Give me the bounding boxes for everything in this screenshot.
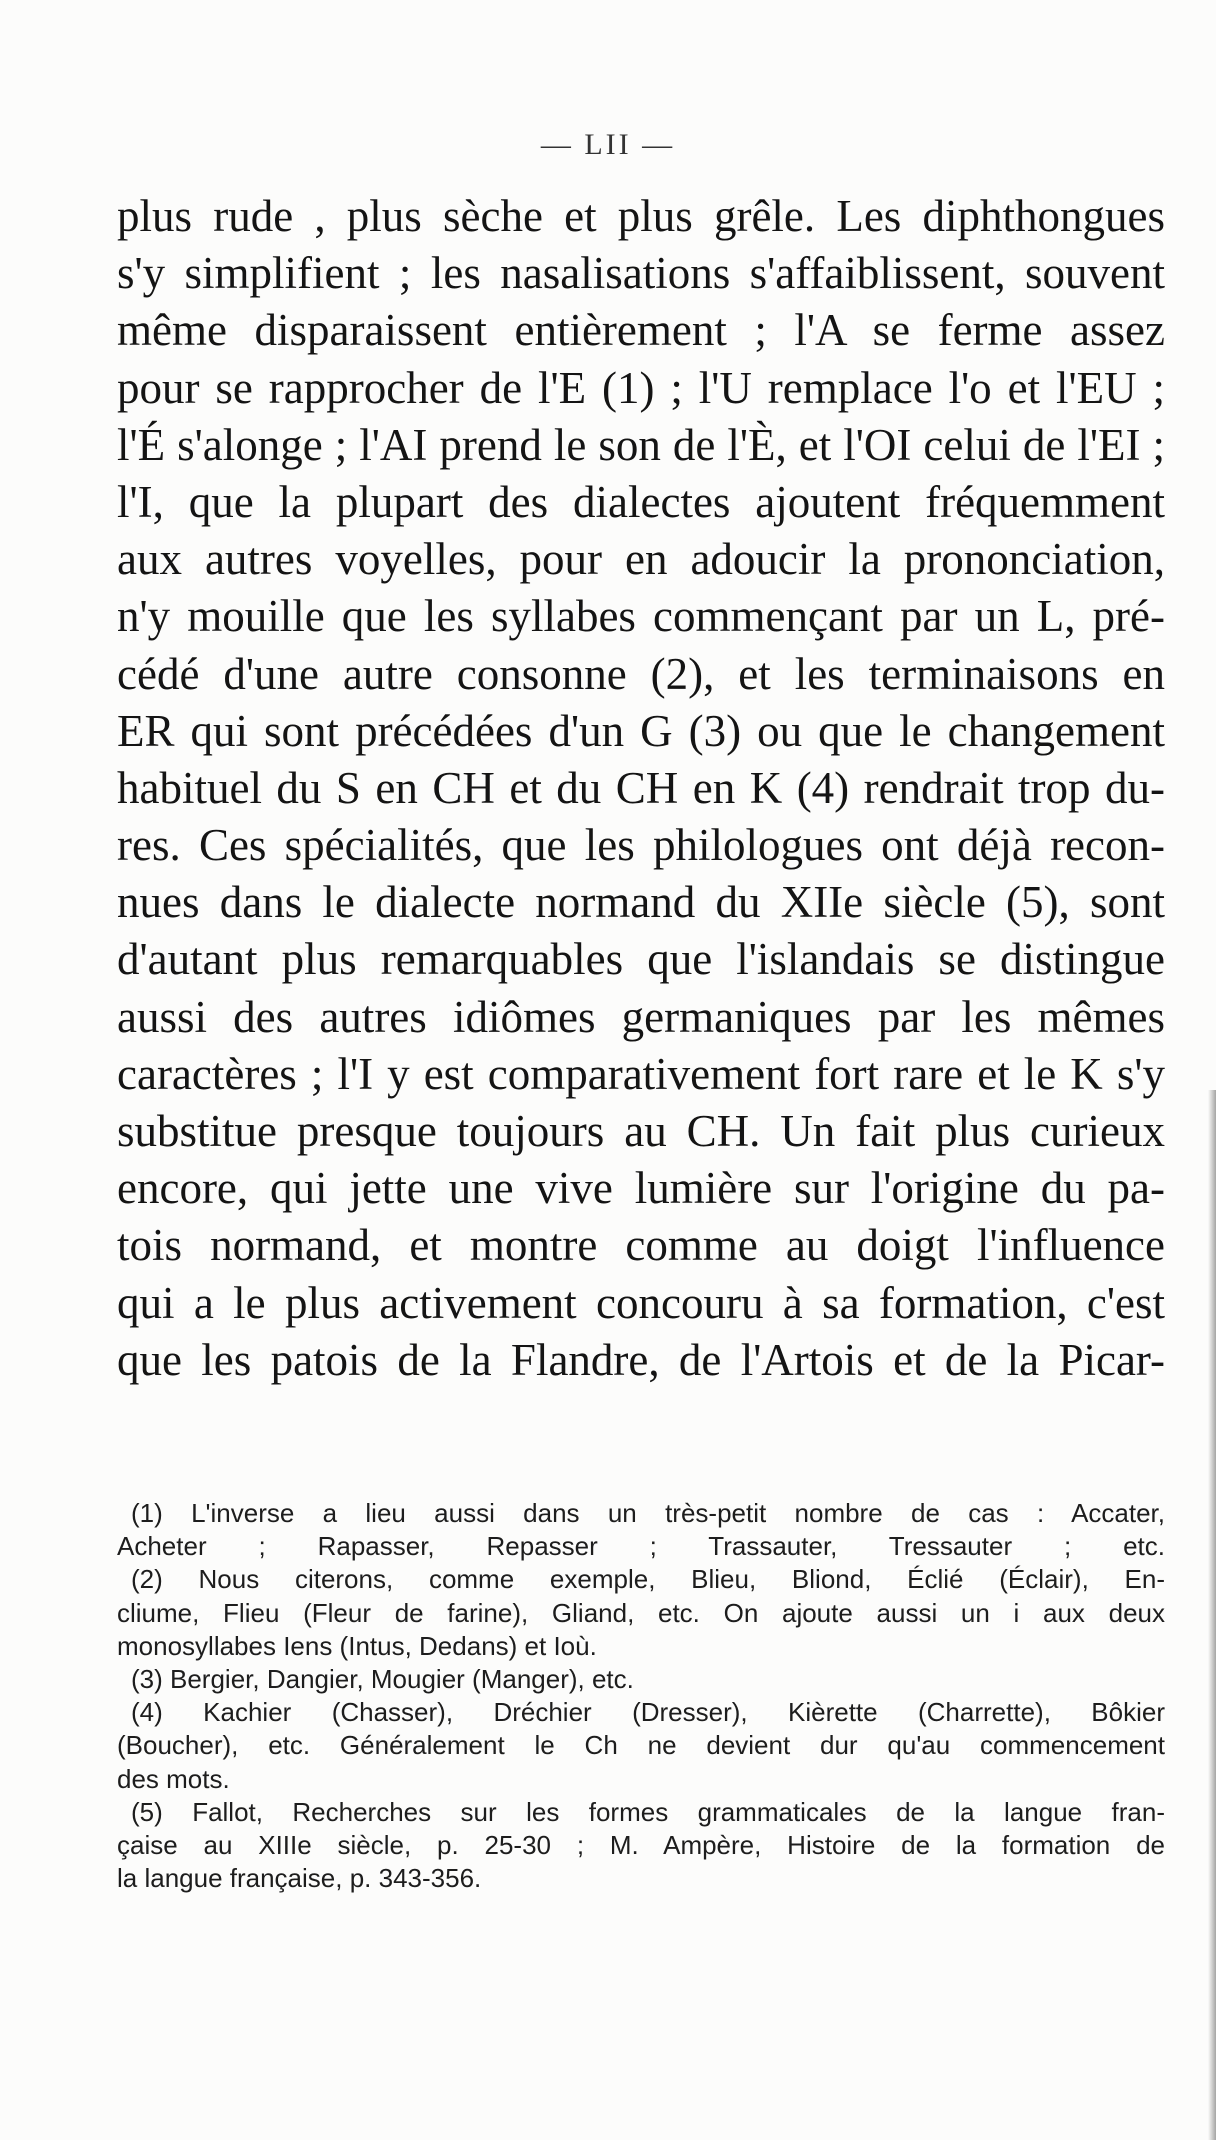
text-line: nues dans le dialecte normand du XIIe siècle (5), sont bbox=[117, 877, 1165, 928]
text-line: n'y mouille que les syllabes commençant par un L, pré- bbox=[117, 591, 1165, 642]
text-line: substitue presque toujours au CH. Un fait plus curieux bbox=[117, 1106, 1165, 1156]
footnote-line: (Boucher), etc. Généralement le Ch ne devient dur qu'au commencement bbox=[117, 1730, 1165, 1761]
text-line: que les patois de la Flandre, de l'Artois et de la Picar- bbox=[117, 1334, 1165, 1385]
text-line: encore, qui jette une vive lumière sur l'origine du pa- bbox=[117, 1163, 1165, 1214]
footnote-line: çaise au XIIIe siècle, p. 25-30 ; M. Ampère, Histoire de la formation de bbox=[117, 1829, 1165, 1860]
text-line: s'y simplifient ; les nasalisations s'affaiblissent, souvent bbox=[117, 248, 1165, 299]
text-line: pour se rapprocher de l'E (1) ; l'U remplace l'o et l'EU ; bbox=[117, 362, 1165, 413]
text-line: plus rude , plus sèche et plus grêle. Les diphthongues bbox=[117, 191, 1165, 241]
footnotes bbox=[117, 1497, 1165, 1895]
text-line: aussi des autres idiômes germaniques par les mêmes bbox=[117, 991, 1165, 1042]
text-line: caractères ; l'I y est comparativement fort rare et le K s'y bbox=[117, 1048, 1165, 1099]
footnote-line: (1) L'inverse a lieu aussi dans un très-petit nombre de cas : Accater, bbox=[131, 1498, 1165, 1528]
text-line: même disparaissent entièrement ; l'A se ferme assez bbox=[117, 305, 1165, 356]
footnote-line: (2) Nous citerons, comme exemple, Blieu, Bliond, Éclié (Éclair), En- bbox=[131, 1564, 1165, 1595]
page-number-header: — LII — bbox=[540, 128, 676, 161]
main-text bbox=[117, 188, 1165, 1389]
footnote-line: (3) Bergier, Dangier, Mougier (Manger), etc. bbox=[131, 1663, 634, 1694]
footnote-line: la langue française, p. 343-356. bbox=[117, 1863, 482, 1894]
text-line: aux autres voyelles, pour en adoucir la prononciation, bbox=[117, 534, 1165, 585]
footnote-line: cliume, Flieu (Fleur de farine), Gliand, etc. On ajoute aussi un i aux deux bbox=[117, 1597, 1165, 1628]
text-line: ER qui sont précédées d'un G (3) ou que le changement bbox=[117, 705, 1165, 756]
footnote-line: (5) Fallot, Recherches sur les formes grammaticales de la langue fran- bbox=[131, 1796, 1165, 1827]
footnote-line: monosyllabes Iens (Intus, Dedans) et Ioù. bbox=[117, 1630, 597, 1661]
text-line: l'É s'alonge ; l'AI prend le son de l'È, et l'OI celui de l'EI ; bbox=[117, 419, 1165, 470]
text-line: res. Ces spécialités, que les philologues ont déjà recon- bbox=[117, 820, 1165, 871]
text-line: l'I, que la plupart des dialectes ajoutent fréquemment bbox=[117, 476, 1165, 527]
text-line: habituel du S en CH et du CH en K (4) rendrait trop du- bbox=[117, 762, 1165, 813]
text-line: tois normand, et montre comme au doigt l'influence bbox=[117, 1220, 1165, 1271]
text-line: d'autant plus remarquables que l'islandais se distingue bbox=[117, 934, 1165, 985]
text-line: cédé d'une autre consonne (2), et les terminaisons en bbox=[117, 648, 1165, 699]
footnote-line: (4) Kachier (Chasser), Dréchier (Dresser), Kièrette (Charrette), Bôkier bbox=[131, 1697, 1165, 1728]
text-line: qui a le plus activement concouru à sa formation, c'est bbox=[117, 1277, 1165, 1328]
footnote-line: des mots. bbox=[117, 1763, 230, 1794]
footnote-line: Acheter ; Rapasser, Repasser ; Trassauter, Tressauter ; etc. bbox=[117, 1531, 1165, 1562]
page-edge-shadow bbox=[1208, 1090, 1216, 2140]
